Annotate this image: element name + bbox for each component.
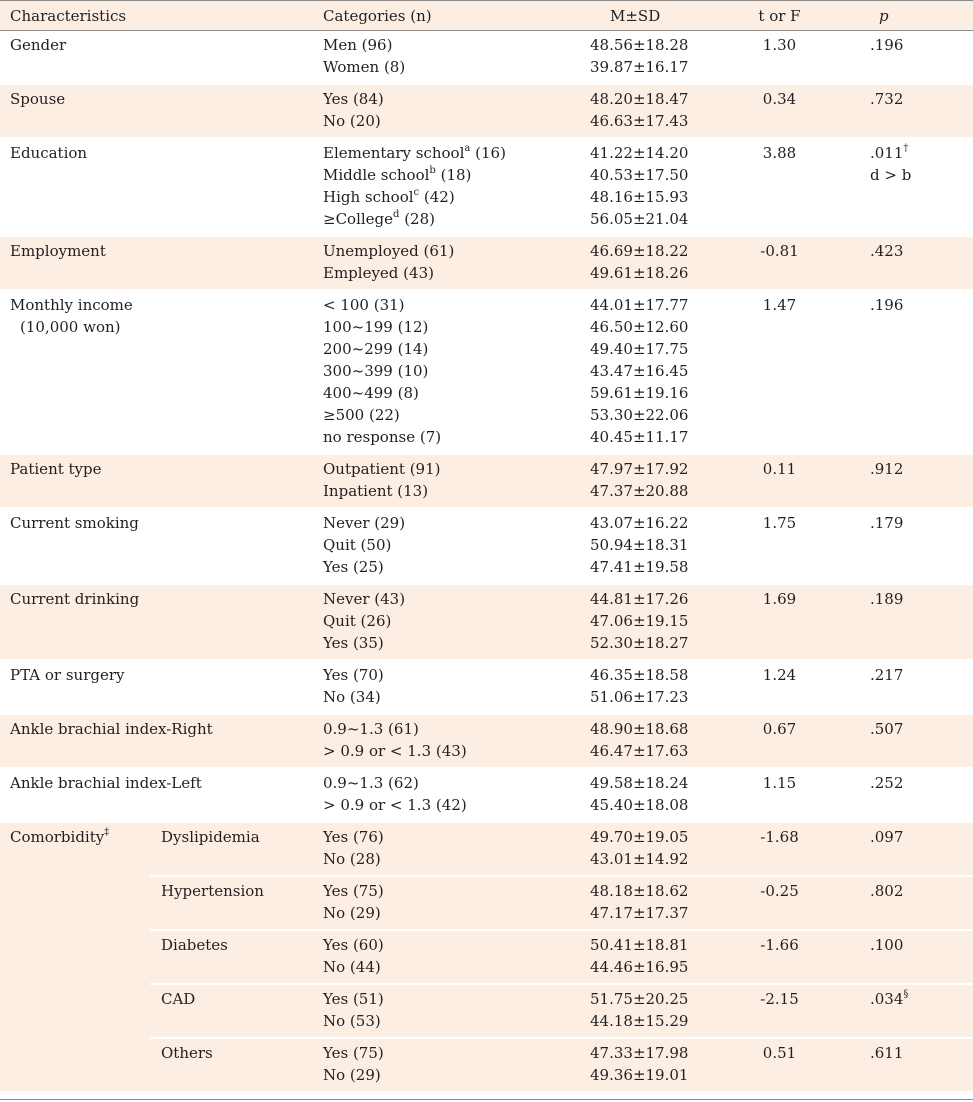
msd-cell (558, 584, 716, 660)
category-label: Men (96) (323, 36, 393, 54)
category-count: (28) (399, 210, 435, 228)
msd-value: 43.01±14.92 (590, 850, 689, 868)
category-label (323, 142, 558, 164)
msd-value: 51.06±17.23 (590, 688, 689, 706)
categories-cell (313, 1038, 558, 1091)
p-value-cell (843, 508, 973, 584)
category-label: Never (29) (323, 514, 406, 532)
p-value (870, 588, 973, 610)
characteristic-label: PTA or surgery (10, 666, 125, 684)
tf-value: 0.11 (762, 460, 797, 478)
category-label: No (20) (323, 112, 381, 130)
table-row (0, 584, 973, 660)
msd-cell (558, 714, 716, 768)
tf-cell (716, 768, 843, 822)
tf-cell (716, 1038, 843, 1091)
msd-value: 46.69±18.22 (590, 242, 689, 260)
category-label: 300~399 (10) (323, 362, 429, 380)
subcategory-label: Diabetes (161, 936, 228, 954)
category-label: Never (43) (323, 590, 406, 608)
msd-value: 49.70±19.05 (590, 828, 689, 846)
characteristic-label: Ankle brachial index-Left (10, 774, 202, 792)
category-label: Yes (75) (323, 882, 384, 900)
tf-value: 3.88 (762, 144, 797, 162)
msd-cell (558, 768, 716, 822)
characteristic-label: Current smoking (10, 514, 139, 532)
p-value-cell (843, 31, 973, 85)
msd-cell (558, 660, 716, 714)
msd-value: 43.47±16.45 (590, 362, 689, 380)
tf-cell (716, 290, 843, 454)
p-value (870, 142, 973, 164)
p-value-cell (843, 984, 973, 1038)
subcategory-cell (150, 930, 313, 984)
characteristic-label: Gender (10, 36, 67, 54)
category-label: ≥500 (22) (323, 406, 400, 424)
msd-value: 50.94±18.31 (590, 536, 689, 554)
category-label: Yes (51) (323, 990, 384, 1008)
p-value-number: .034 (870, 990, 904, 1008)
table-row (0, 84, 973, 138)
header-t-or-f: t or F (716, 1, 843, 31)
p-value-superscript: † (903, 143, 909, 154)
msd-value: 47.41±19.58 (590, 558, 689, 576)
categories-cell (313, 822, 558, 876)
categories-cell (313, 984, 558, 1038)
category-label: 200~299 (14) (323, 340, 429, 358)
posthoc-note: d > b (870, 166, 912, 184)
p-value-number: .802 (870, 882, 904, 900)
category-label: Women (8) (323, 58, 406, 76)
tf-cell (716, 84, 843, 138)
msd-value: 53.30±22.06 (590, 406, 689, 424)
msd-value: 44.46±16.95 (590, 958, 689, 976)
p-value-number: .097 (870, 828, 904, 846)
characteristic-label (10, 826, 150, 848)
msd-value: 39.87±16.17 (590, 58, 689, 76)
categories-cell (313, 768, 558, 822)
tf-value: 0.51 (762, 1044, 797, 1062)
tf-value: 1.24 (762, 666, 797, 684)
msd-cell (558, 236, 716, 290)
categories-cell (313, 876, 558, 930)
msd-value: 47.33±17.98 (590, 1044, 689, 1062)
category-label: Yes (25) (323, 558, 384, 576)
tf-value: 1.30 (762, 36, 797, 54)
tf-value: 1.47 (762, 296, 797, 314)
p-value-number: .507 (870, 720, 904, 738)
category-label: Outpatient (91) (323, 460, 441, 478)
p-value (870, 1042, 973, 1064)
msd-cell (558, 508, 716, 584)
msd-value: 43.07±16.22 (590, 514, 689, 532)
p-value-number: .732 (870, 90, 904, 108)
msd-value: 47.37±20.88 (590, 482, 689, 500)
msd-value: 46.35±18.58 (590, 666, 689, 684)
msd-cell (558, 822, 716, 876)
p-value-superscript: § (903, 989, 909, 1000)
category-label: Quit (26) (323, 612, 392, 630)
msd-value: 56.05±21.04 (590, 210, 689, 228)
p-value-cell (843, 84, 973, 138)
msd-value: 45.40±18.08 (590, 796, 689, 814)
table-row (0, 660, 973, 714)
category-label: No (29) (323, 1066, 381, 1084)
p-value-cell (843, 876, 973, 930)
subcategory-label: Hypertension (161, 882, 264, 900)
msd-value: 47.17±17.37 (590, 904, 689, 922)
msd-cell (558, 876, 716, 930)
tf-cell (716, 508, 843, 584)
p-value-cell (843, 714, 973, 768)
msd-cell (558, 84, 716, 138)
category-label (323, 186, 558, 208)
category-label: No (53) (323, 1012, 381, 1030)
p-value-cell (843, 822, 973, 876)
tf-value: 1.75 (762, 514, 797, 532)
msd-value: 44.01±17.77 (590, 296, 689, 314)
categories-cell (313, 138, 558, 236)
comorbidity-superscript: ‡ (104, 827, 110, 838)
categories-cell (313, 454, 558, 508)
p-value-cell (843, 768, 973, 822)
category-label: No (29) (323, 904, 381, 922)
category-count: (18) (435, 166, 472, 184)
categories-cell (313, 584, 558, 660)
p-value-number: .252 (870, 774, 904, 792)
msd-cell (558, 31, 716, 85)
characteristic-sublabel: (10,000 won) (20, 318, 121, 336)
category-superscript: c (413, 187, 420, 198)
table-row (0, 508, 973, 584)
characteristic-cell (0, 138, 313, 236)
characteristic-cell (0, 290, 313, 454)
p-value-number: .196 (870, 36, 904, 54)
msd-cell (558, 1038, 716, 1091)
category-label: Quit (50) (323, 536, 392, 554)
msd-value: 49.40±17.75 (590, 340, 689, 358)
characteristic-cell (0, 84, 313, 138)
category-name: Elementary school (323, 144, 465, 162)
category-count: (16) (470, 144, 506, 162)
msd-cell (558, 930, 716, 984)
subcategory-label: Others (161, 1044, 213, 1062)
msd-value: 46.63±17.43 (590, 112, 689, 130)
table-row (0, 714, 973, 768)
p-value-cell (843, 236, 973, 290)
category-label: Yes (75) (323, 1044, 384, 1062)
msd-value: 47.06±19.15 (590, 612, 689, 630)
tf-value: -1.66 (760, 936, 799, 954)
table-row (0, 236, 973, 290)
categories-cell (313, 84, 558, 138)
category-label (323, 208, 558, 230)
subcategory-label: Dyslipidemia (161, 828, 260, 846)
tf-value: -2.15 (760, 990, 799, 1008)
tf-cell (716, 454, 843, 508)
p-value (870, 772, 973, 794)
header-msd: M±SD (558, 1, 716, 31)
category-label (323, 164, 558, 186)
category-label: > 0.9 or < 1.3 (42) (323, 796, 467, 814)
header-categories: Categories (n) (313, 1, 558, 31)
category-label: 400~499 (8) (323, 384, 419, 402)
msd-value: 44.18±15.29 (590, 1012, 689, 1030)
tf-value: -0.25 (760, 882, 799, 900)
msd-value: 46.50±12.60 (590, 318, 689, 336)
p-value-number: .189 (870, 590, 904, 608)
p-value-number: .912 (870, 460, 904, 478)
comorbidity-label: Comorbidity (10, 828, 105, 846)
p-value (870, 34, 973, 56)
p-value-cell (843, 290, 973, 454)
msd-cell (558, 984, 716, 1038)
p-value (870, 880, 973, 902)
header-p-value: p (843, 1, 973, 31)
characteristic-label: Education (10, 144, 88, 162)
characteristic-label: Spouse (10, 90, 66, 108)
p-value (870, 718, 973, 740)
categories-cell (313, 714, 558, 768)
table-bottom-rule (0, 1099, 973, 1100)
msd-value: 48.18±18.62 (590, 882, 689, 900)
category-label: Yes (76) (323, 828, 384, 846)
p-value-cell (843, 138, 973, 236)
msd-value: 41.22±14.20 (590, 144, 689, 162)
table-row (0, 138, 973, 236)
category-superscript: a (464, 143, 471, 154)
characteristic-cell (0, 236, 313, 290)
characteristic-cell (0, 768, 313, 822)
characteristic-cell (0, 508, 313, 584)
category-label: Yes (70) (323, 666, 384, 684)
subcategory-label: CAD (161, 990, 196, 1008)
category-superscript: d (393, 209, 400, 220)
header-characteristics: Characteristics (0, 1, 313, 31)
msd-value: 40.45±11.17 (590, 428, 689, 446)
category-label: > 0.9 or < 1.3 (43) (323, 742, 467, 760)
msd-cell (558, 138, 716, 236)
p-value (870, 294, 973, 316)
tf-cell (716, 822, 843, 876)
p-value (870, 88, 973, 110)
msd-value: 49.61±18.26 (590, 264, 689, 282)
categories-cell (313, 31, 558, 85)
p-value-number: .611 (870, 1044, 904, 1062)
tf-cell (716, 930, 843, 984)
tf-value: 0.34 (762, 90, 797, 108)
characteristic-label: Employment (10, 242, 106, 260)
category-name: High school (323, 188, 414, 206)
p-value-number: .011 (870, 144, 904, 162)
category-label: Yes (60) (323, 936, 384, 954)
characteristic-cell (0, 31, 313, 85)
p-value-number: .100 (870, 936, 904, 954)
characteristic-cell (0, 714, 313, 768)
p-value (870, 988, 973, 1010)
tf-cell (716, 584, 843, 660)
p-value (870, 512, 973, 534)
categories-cell (313, 660, 558, 714)
msd-value: 46.47±17.63 (590, 742, 689, 760)
characteristic-cell (0, 660, 313, 714)
msd-value: 59.61±19.16 (590, 384, 689, 402)
table-row (0, 768, 973, 822)
category-label: Empleyed (43) (323, 264, 434, 282)
subcategory-cell (150, 984, 313, 1038)
msd-value: 48.56±18.28 (590, 36, 689, 54)
table-header (0, 1, 973, 31)
characteristic-label: Current drinking (10, 590, 140, 608)
p-value-number: .423 (870, 242, 904, 260)
characteristic-label: Monthly income (10, 296, 133, 314)
categories-cell (313, 508, 558, 584)
msd-value: 48.90±18.68 (590, 720, 689, 738)
category-superscript: b (429, 165, 436, 176)
tf-cell (716, 660, 843, 714)
msd-value: 51.75±20.25 (590, 990, 689, 1008)
p-value-cell (843, 1038, 973, 1091)
tf-cell (716, 236, 843, 290)
table-row (0, 290, 973, 454)
category-count: (42) (419, 188, 455, 206)
category-label: Yes (35) (323, 634, 384, 652)
category-label: no response (7) (323, 428, 442, 446)
characteristic-cell (0, 454, 313, 508)
tf-cell (716, 984, 843, 1038)
table-body (0, 31, 973, 1092)
categories-cell (313, 290, 558, 454)
msd-value: 44.81±17.26 (590, 590, 689, 608)
msd-value: 48.20±18.47 (590, 90, 689, 108)
p-value (870, 934, 973, 956)
p-value (870, 458, 973, 480)
tf-cell (716, 138, 843, 236)
msd-value: 50.41±18.81 (590, 936, 689, 954)
categories-cell (313, 236, 558, 290)
category-label: Yes (84) (323, 90, 384, 108)
p-value-number: .217 (870, 666, 904, 684)
table-row (0, 454, 973, 508)
tf-cell (716, 31, 843, 85)
msd-cell (558, 454, 716, 508)
subcategory-cell (150, 876, 313, 930)
p-value (870, 826, 973, 848)
table-row (0, 822, 973, 876)
msd-cell (558, 290, 716, 454)
p-value-number: .196 (870, 296, 904, 314)
p-value (870, 664, 973, 686)
p-value-cell (843, 930, 973, 984)
category-label: 100~199 (12) (323, 318, 429, 336)
characteristic-cell (0, 822, 150, 1091)
subcategory-cell (150, 822, 313, 876)
tf-value: 1.69 (762, 590, 797, 608)
category-name: ≥College (323, 210, 394, 228)
p-value (870, 240, 973, 262)
characteristic-cell (0, 584, 313, 660)
tf-cell (716, 876, 843, 930)
category-label: No (34) (323, 688, 381, 706)
category-label: 0.9~1.3 (61) (323, 720, 419, 738)
p-value-number: .179 (870, 514, 904, 532)
category-label: No (44) (323, 958, 381, 976)
tf-cell (716, 714, 843, 768)
table-row (0, 31, 973, 85)
msd-value: 49.58±18.24 (590, 774, 689, 792)
tf-value: -1.68 (760, 828, 799, 846)
characteristic-label: Patient type (10, 460, 102, 478)
msd-value: 47.97±17.92 (590, 460, 689, 478)
tf-value: -0.81 (760, 242, 799, 260)
p-value-cell (843, 454, 973, 508)
category-label: No (28) (323, 850, 381, 868)
tf-value: 0.67 (762, 720, 797, 738)
category-label: 0.9~1.3 (62) (323, 774, 419, 792)
p-value-cell (843, 584, 973, 660)
category-label: Inpatient (13) (323, 482, 429, 500)
msd-value: 49.36±19.01 (590, 1066, 689, 1084)
p-value-cell (843, 660, 973, 714)
subcategory-cell (150, 1038, 313, 1091)
msd-value: 52.30±18.27 (590, 634, 689, 652)
msd-value: 40.53±17.50 (590, 166, 689, 184)
characteristic-label: Ankle brachial index-Right (10, 720, 213, 738)
msd-value: 48.16±15.93 (590, 188, 689, 206)
tf-value: 1.15 (762, 774, 797, 792)
category-label: < 100 (31) (323, 296, 405, 314)
categories-cell (313, 930, 558, 984)
category-name: Middle school (323, 166, 430, 184)
category-label: Unemployed (61) (323, 242, 455, 260)
